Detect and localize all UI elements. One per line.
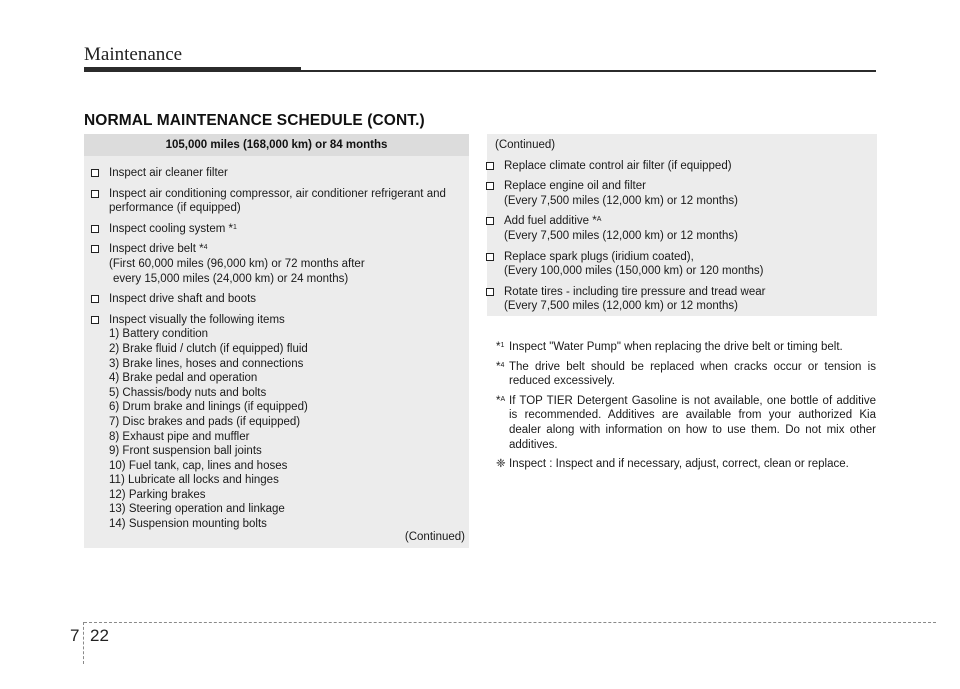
checkbox-icon [486,217,494,225]
footnote-a [496,394,876,452]
footnote-text: The drive belt should be replaced when cracks occur or tension is reduced excessively. [509,360,876,388]
footer-rule [84,622,936,623]
item-text: Replace climate control air filter (if equipped) [504,159,732,172]
item-text: performance (if equipped) [109,202,241,215]
item-text: Inspect air cleaner filter [109,167,228,179]
list-item [100,292,463,307]
item-text: Inspect cooling system * [109,222,234,235]
footnote-mark: *$^4$ [496,360,505,373]
checkbox-icon [91,169,99,177]
footnote-text: Inspect : Inspect and if necessary, adjust, correct, clean or replace. [509,458,849,471]
item-text: Inspect drive belt * [109,243,204,256]
item-text: Rotate tires - including tire pressure and tread wear [504,285,766,298]
check-item: 14) Suspension mounting bolts [109,518,267,531]
footnotes [496,340,876,477]
checkbox-icon [486,162,494,170]
item-text: Replace spark plugs (iridium coated), [504,250,694,263]
list-item [100,166,463,181]
checkbox-icon [91,245,99,253]
checkbox-icon [91,295,99,303]
list-item [100,313,463,532]
footnote-4 [496,360,876,389]
footnote-ref: A [596,216,602,224]
check-item: 13) Steering operation and linkage [109,503,285,516]
asterism-icon: ❈ [496,458,506,471]
item-text: Inspect drive shaft and boots [109,293,257,306]
checkbox-icon [91,190,99,198]
check-item: 4) Brake pedal and operation [109,372,258,385]
list-item [495,179,871,208]
check-item: 10) Fuel tank, cap, lines and hoses [109,459,288,472]
schedule-panel-continued [487,134,877,316]
item-text: Add fuel additive * [504,215,597,228]
item-text: every 15,000 miles (24,000 km) or 24 months) [113,272,349,285]
footnote-1 [496,340,876,355]
inspect-definition [496,457,876,472]
continued-label: (Continued) [404,531,465,543]
header-rule-thick [84,67,301,72]
check-item: 6) Drum brake and linings (if equipped) [109,401,308,414]
item-text: (Every 100,000 miles (150,000 km) or 120 months) [504,265,764,278]
list-item [100,222,463,237]
list-item [495,250,871,279]
checkbox-icon [486,288,494,296]
check-item: 8) Exhaust pipe and muffler [109,430,250,443]
chapter-number: 7 [70,626,80,645]
footer-divider [83,622,84,664]
item-text: (First 60,000 miles (96,000 km) or 72 months after [109,257,365,270]
check-item: 2) Brake fluid / clutch (if equipped) fluid [109,342,308,355]
page-number: 22 [90,626,109,645]
check-item: 3) Brake lines, hoses and connections [109,357,304,370]
section-title: NORMAL MAINTENANCE SCHEDULE (CONT.) [84,112,425,129]
checkbox-icon [486,182,494,190]
right-item-list [487,134,877,314]
item-text: (Every 7,500 miles (12,000 km) or 12 months) [504,229,738,242]
list-item [100,242,463,286]
list-item [495,285,871,314]
schedule-panel-105k [84,134,469,548]
list-item [495,214,871,243]
item-text: Inspect visually the following items [109,313,285,326]
continued-label: (Continued) [495,139,556,151]
checkbox-icon [486,253,494,261]
check-item: 12) Parking brakes [109,488,206,501]
footnote-text: If TOP TIER Detergent Gasoline is not available, one bottle of additive is recommended. Additives are available from your authorized Kia dealer along with information on how to use them. Do not mix other additives. [509,394,876,451]
footnote-text: Inspect "Water Pump" when replacing the drive belt or timing belt. [509,341,843,353]
item-text: (Every 7,500 miles (12,000 km) or 12 months) [504,300,738,313]
header-rule-thin [301,70,876,72]
check-item: 5) Chassis/body nuts and bolts [109,386,267,399]
item-text: Replace engine oil and filter [504,180,646,193]
item-text: Inspect air conditioning compressor, air conditioner refrigerant and [109,187,446,200]
item-text: (Every 7,500 miles (12,000 km) or 12 months) [504,194,738,207]
footnote-ref: 1 [233,223,237,231]
header-title: Maintenance [84,44,183,65]
list-item [100,187,463,216]
check-item: 7) Disc brakes and pads (if equipped) [109,415,301,428]
footnote-mark: *$^1$ [496,341,505,353]
left-item-list [84,156,469,532]
footnote-ref: 4 [203,244,208,252]
footnote-mark: *$^A$ [496,394,506,407]
check-item: 9) Front suspension ball joints [109,445,262,458]
checkbox-icon [91,225,99,233]
panel-heading: 105,000 miles (168,000 km) or 84 months [84,134,469,156]
checkbox-icon [91,316,99,324]
check-item: 11) Lubricate all locks and hinges [109,474,279,487]
list-item [495,159,871,174]
check-item: 1) Battery condition [109,328,209,341]
